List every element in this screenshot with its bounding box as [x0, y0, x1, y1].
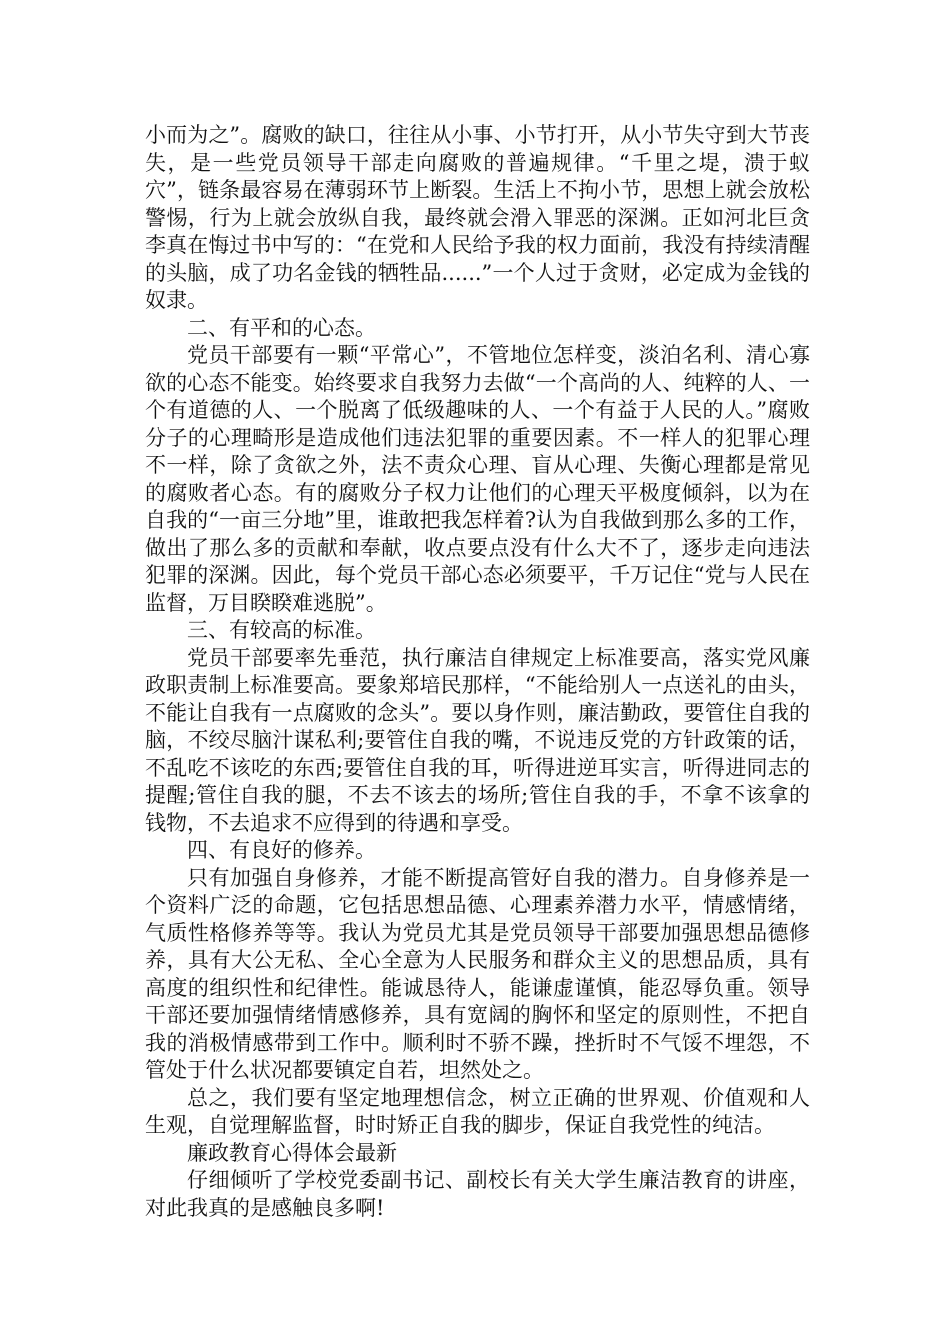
article-title: 廉政教育心得体会最新 [187, 1140, 397, 1165]
paragraph-corruption-warning: 小而为之”。腐败的缺口，往往从小事、小节打开，从小节失守到大节丧失，是一些党员领导干部走向腐败的普遍规律。“千里之堤，溃于蚁穴”，链条最容易在薄弱环节上断裂。生活上不拘小节，思想上就会放松警惕，行为上就会放纵自我，最终就会滑入罪恶的深渊。正如河北巨贪李真在悔过书中写的：“在党和人民给予我的权力面前，我没有持续清醒的头脑，成了功名金钱的牺牲品......”一个人过于贪财，必定成为金钱的奴隶。 [145, 123, 810, 312]
document-page [145, 122, 810, 1222]
section-heading-high-standards: 三、有较高的标准。 [187, 618, 376, 642]
paragraph-high-standards: 党员干部要率先垂范，执行廉洁自律规定上标准要高，落实党风廉政职责制上标准要高。要象郑培民那样，“不能给别人一点送礼的由头，不能让自我有一点腐败的念头”。要以身作则，廉洁勤政，要管住自我的脑，不绞尽脑汁谋私利;要管住自我的嘴，不说违反党的方针政策的话，不乱吃不该吃的东西;要管住自我的耳，听得进逆耳实言，听得进同志的提醒;管住自我的腿，不去不该去的场所;管住自我的手，不拿不该拿的钱物，不去追求不应得到的待遇和享受。 [145, 645, 810, 835]
paragraph-conclusion: 总之，我们要有坚定地理想信念，树立正确的世界观、价值观和人生观，自觉理解监督，时时矫正自我的脚步，保证自我党性的纯洁。 [145, 1085, 810, 1137]
paragraph-calm-mindset: 党员干部要有一颗“平常心”，不管地位怎样变，淡泊名利、清心寡欲的心态不能变。始终要求自我努力去做“一个高尚的人、纯粹的人、一个有道德的人、一个脱离了低级趣味的人、一个有益于人民的人。”腐败分子的心理畸形是造成他们违法犯罪的重要因素。不一样人的犯罪心理不一样，除了贪欲之外，法不责众心理、盲从心理、失衡心理都是常见的腐败者心态。有的腐败分子权力让他们的心理天平极度倾斜，以为在自我的“一亩三分地”里，谁敢把我怎样着?认为自我做到那么多的工作，做出了那么多的贡献和奉献，收点要点没有什么大不了，逐步走向违法犯罪的深渊。因此，每个党员干部心态必须要平，千万记住“党与人民在监督，万目睽睽难逃脱”。 [145, 343, 810, 615]
section-heading-calm-mindset: 二、有平和的心态。 [187, 315, 376, 340]
section-heading-good-cultivation: 四、有良好的修养。 [187, 838, 376, 862]
paragraph-article-intro: 仔细倾听了学校党委副书记、副校长有关大学生廉洁教育的讲座，对此我真的是感触良多啊! [145, 1168, 810, 1220]
paragraph-good-cultivation: 只有加强自身修养，才能不断提高管好自我的潜力。自身修养是一个资料广泛的命题，它包括思想品德、心理素养潜力水平，情感情绪，气质性格修养等等。我认为党员尤其是党员领导干部要加强思想品德修养，具有大公无私、全心全意为人民服务和群众主义的思想品质，具有高度的组织性和纪律性。能诚恳待人，能谦虚谨慎，能忍辱负重。领导干部还要加强情绪情感修养，具有宽阔的胸怀和坚定的原则性，不把自我的消极情感带到工作中。顺利时不骄不躁，挫折时不气馁不埋怨，不管处于什么状况都要镇定自若，坦然处之。 [145, 865, 810, 1082]
